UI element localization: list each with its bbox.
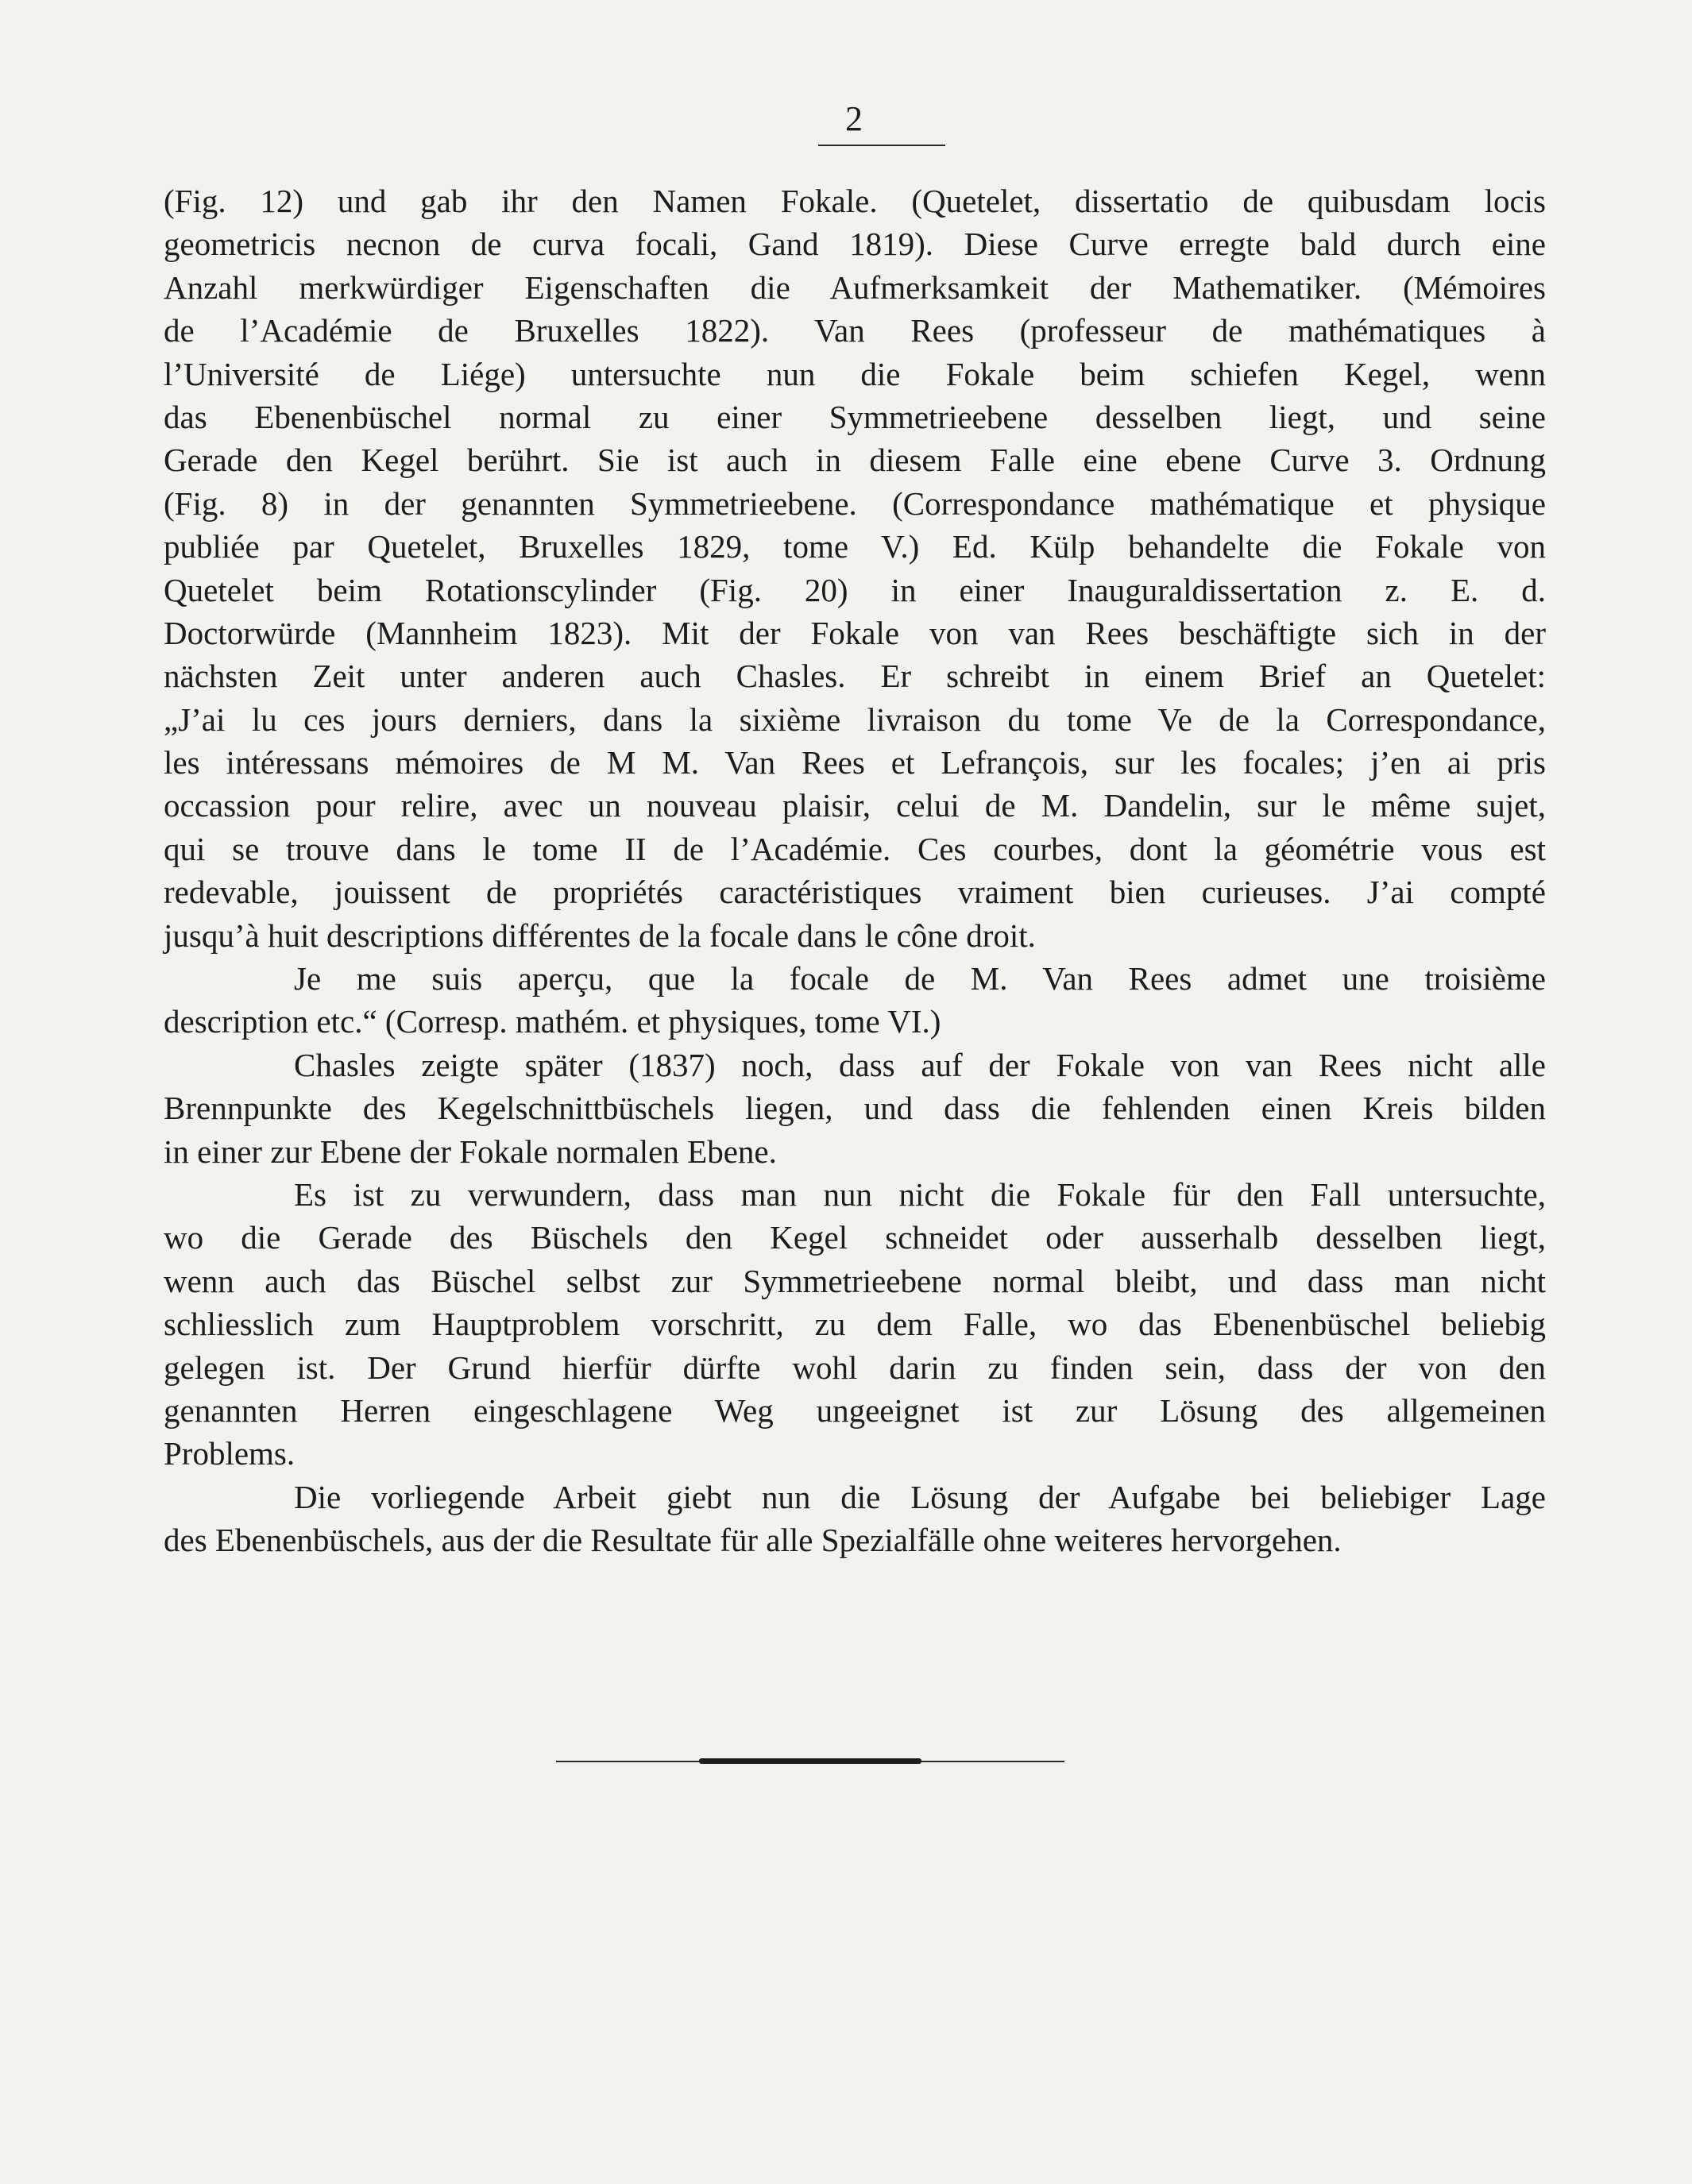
text-line: genannten Herren eingeschlagene Weg ungeeignet ist zur Lösung des allgemeinen: [164, 1391, 1546, 1429]
text-line: Problems.: [164, 1435, 296, 1472]
text-line: Es ist zu verwundern, dass man nun nicht die Fokale für den Fall untersuchte,: [294, 1175, 1546, 1213]
text-line: de l’Académie de Bruxelles 1822). Van Rees (professeur de mathématiques à: [164, 312, 1546, 349]
text-line: redevable, jouissent de propriétés caractéristiques vraiment bien curieuses. J’ai compté: [164, 874, 1546, 911]
text-line: occassion pour relire, avec un nouveau plaisir, celui de M. Dandelin, sur le même sujet,: [164, 787, 1546, 824]
text-line: (Fig. 8) in der genannten Symmetrieebene. (Correspondance mathématique et physique: [164, 484, 1546, 522]
text-line: nächsten Zeit unter anderen auch Chasles. Er schreibt in einem Brief an Quetelet:: [164, 658, 1546, 695]
text-line: in einer zur Ebene der Fokale normalen Ebene.: [164, 1133, 777, 1170]
text-line: wenn auch das Büschel selbst zur Symmetrieebene normal bleibt, und dass man nicht: [164, 1262, 1546, 1299]
text-line: publiée par Quetelet, Bruxelles 1829, tome V.) Ed. Külp behandelte die Fokale von: [164, 528, 1546, 565]
text-line: Je me suis aperçu, que la focale de M. Van Rees admet une troisième: [294, 960, 1546, 997]
end-ornament: [556, 1757, 1064, 1766]
page-number-rule: [818, 145, 945, 146]
text-line: jusqu’à huit descriptions différentes de la focale dans le cône droit.: [164, 916, 1036, 954]
text-line: Quetelet beim Rotationscylinder (Fig. 20) in einer Inauguraldissertation z. E. d.: [164, 571, 1546, 608]
text-line: des Ebenenbüschels, aus der die Resultate für alle Spezialfälle ohne weiteres hervorgehen.: [164, 1522, 1342, 1559]
text-line: (Fig. 12) und gab ihr den Namen Fokale. (Quetelet, dissertatio de quibusdam locis: [164, 183, 1546, 219]
text-line: Die vorliegende Arbeit giebt nun die Lösung der Aufgabe bei beliebiger Lage: [294, 1478, 1546, 1515]
text-line: Gerade den Kegel berührt. Sie ist auch in diesem Falle eine ebene Curve 3. Ordnung: [164, 442, 1546, 479]
text-line: l’Université de Liége) untersuchte nun die Fokale beim schiefen Kegel, wenn: [164, 355, 1546, 392]
text-line: wo die Gerade des Büschels den Kegel schneidet oder ausserhalb desselben liegt,: [164, 1219, 1546, 1256]
text-line: les intéressans mémoires de M M. Van Rees et Lefrançois, sur les focales; j’en ai pris: [164, 744, 1546, 781]
text-line: geometricis necnon de curva focali, Gand 1819). Diese Curve erregte bald durch eine: [164, 226, 1546, 263]
text-line: qui se trouve dans le tome II de l’Académie. Ces courbes, dont la géométrie vous est: [164, 830, 1546, 867]
text-line: Chasles zeigte später (1837) noch, dass auf der Fokale von van Rees nicht alle: [294, 1046, 1546, 1083]
page-number: 2: [845, 99, 863, 138]
text-line: Doctorwürde (Mannheim 1823). Mit der Fokale von van Rees beschäftigte sich in der: [164, 614, 1546, 651]
body-text: [164, 179, 1546, 1562]
text-line: description etc.“ (Corresp. mathém. et physiques, tome VI.): [164, 1003, 941, 1040]
text-line: „J’ai lu ces jours derniers, dans la sixième livraison du tome Ve de la Correspondance,: [164, 700, 1546, 738]
ornament-thick-rule: [699, 1758, 921, 1764]
text-line: das Ebenenbüschel normal zu einer Symmetrieebene desselben liegt, und seine: [164, 398, 1546, 435]
text-line: Anzahl merkwürdiger Eigenschaften die Aufmerksamkeit der Mathematiker. (Mémoires: [164, 268, 1546, 306]
text-line: Brennpunkte des Kegelschnittbüschels liegen, und dass die fehlenden einen Kreis bilden: [164, 1090, 1546, 1127]
text-line: gelegen ist. Der Grund hierfür dürfte wohl darin zu finden sein, dass der von den: [164, 1349, 1546, 1386]
text-line: schliesslich zum Hauptproblem vorschritt, zu dem Falle, wo das Ebenenbüschel beliebig: [164, 1306, 1546, 1343]
